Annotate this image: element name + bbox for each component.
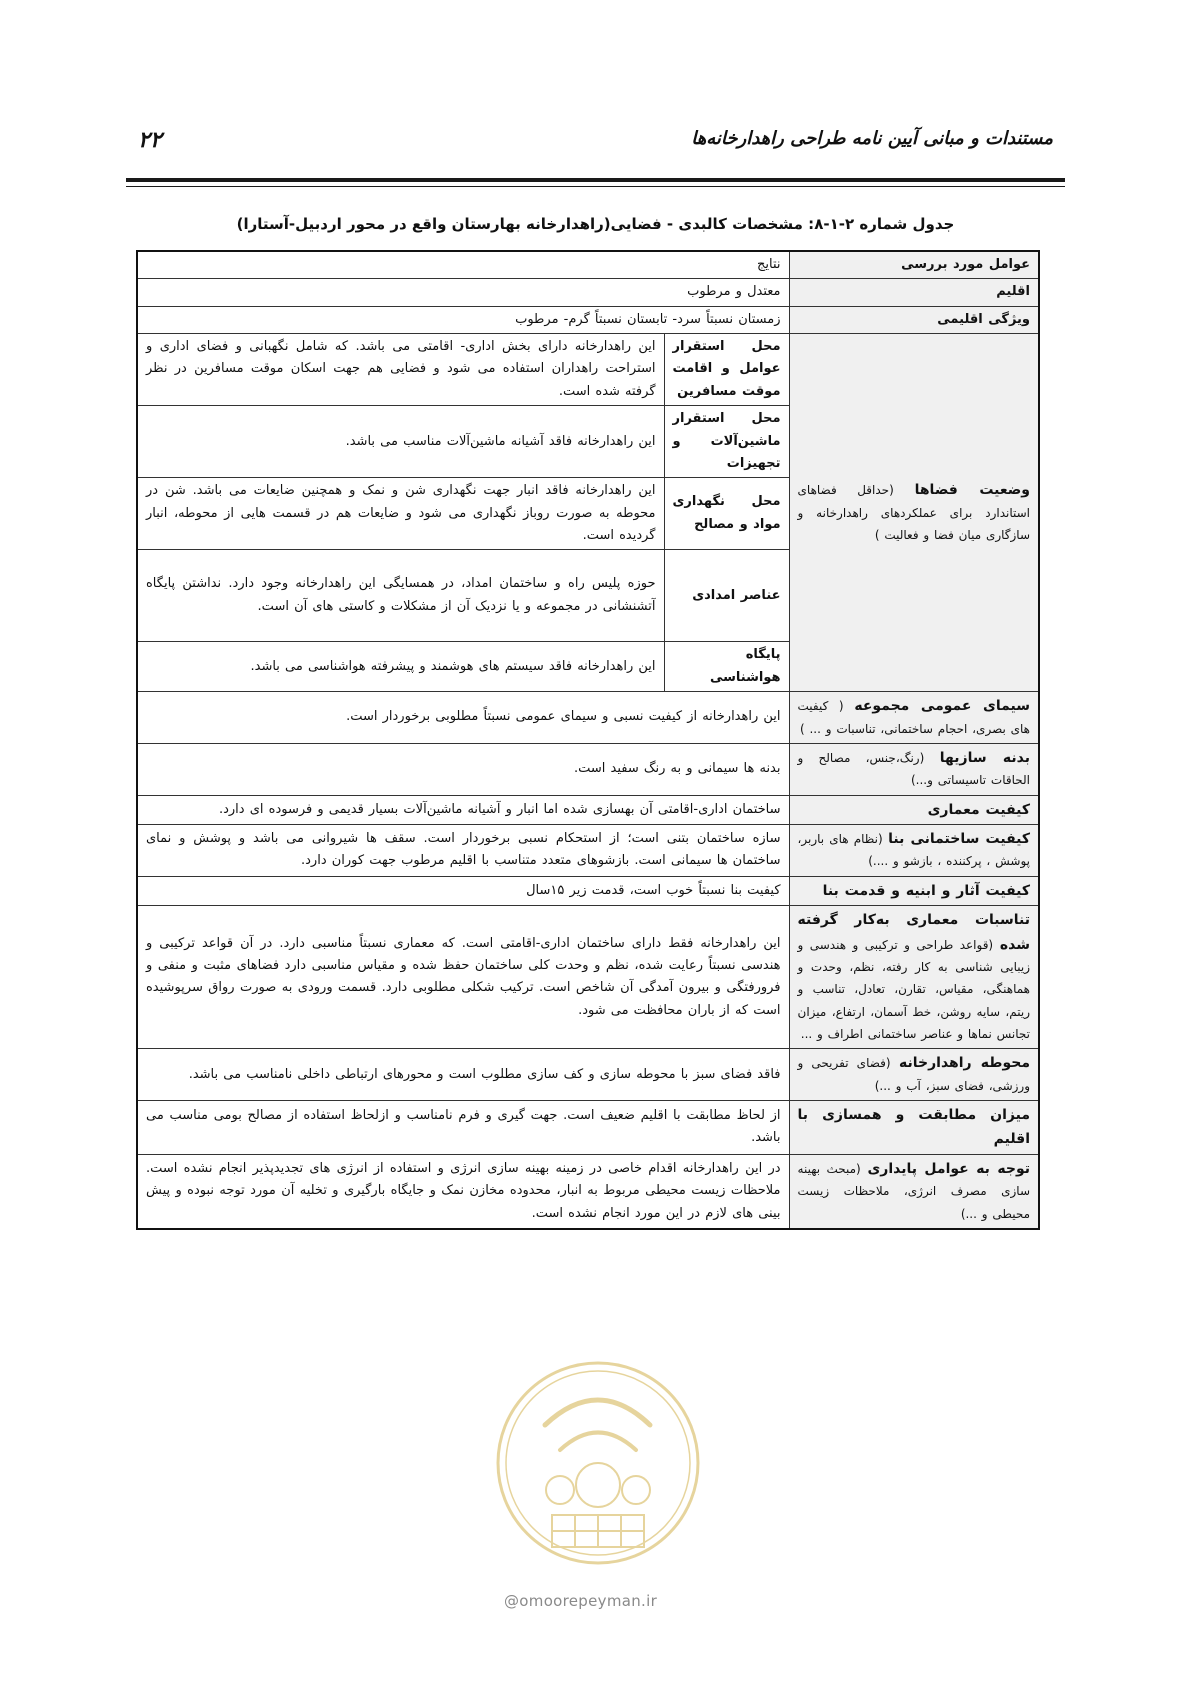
factor-title: میزان مطابقت و همسازی با اقلیم xyxy=(797,1107,1031,1148)
factor-cell xyxy=(789,1049,1039,1101)
factor-cell xyxy=(789,1154,1039,1229)
space-subfactor-value: این راهدارخانه فاقد انبار جهت نگهداری شن و نمک و همچنین ضایعات می باشد. شن در محوطه به صورت روباز نگهداری می شود و ضایعات هم در قسمت هایی از محوطه، انبار گردیده است. xyxy=(137,478,664,550)
factor-cell xyxy=(789,795,1039,824)
space-subfactor-label: پایگاه هواشناسی xyxy=(664,642,789,692)
table-header-row xyxy=(137,251,1039,279)
space-status-factor-cell xyxy=(789,334,1039,692)
table-caption: جدول شماره ۲-۱-۸: مشخصات کالبدی - فضایی(راهدارخانه بهارستان واقع در محور اردبیل-آستارا) xyxy=(236,215,955,233)
table-row xyxy=(137,744,1039,796)
table-row xyxy=(137,692,1039,744)
factor-note: ( کیفیت های بصری، احجام ساختمانی، تناسبات و ... ) xyxy=(797,699,1031,736)
table-row xyxy=(137,906,1039,1049)
factor-note: (مبحث بهینه سازی مصرف انرژی، ملاحظات زیست محیطی و ...) xyxy=(797,1161,1031,1221)
table-row xyxy=(137,876,1039,905)
header-rule-thick xyxy=(126,178,1065,182)
space-status-factor-note: (حداقل فضاهای استاندارد برای عملکردهای راهدارخانه و سازگاری میان فضا و فعالیت ) xyxy=(797,483,1031,542)
space-subfactor-value: این راهدارخانه دارای بخش اداری- اقامتی می باشد. که شامل نگهبانی و فضای اداری و استراحت راهداران استفاده می شود و فضایی هم جهت اسکان موقت مسافرین در نظر گرفته شده است. xyxy=(137,334,664,406)
factor-cell xyxy=(789,692,1039,744)
factor-title: سیمای عمومی مجموعه xyxy=(854,698,1031,715)
factor-cell xyxy=(789,744,1039,796)
climate-row xyxy=(137,279,1039,306)
factor-title: کیفیت ساختمانی بنا xyxy=(888,831,1030,848)
space-subfactor-value: حوزه پلیس راه و ساختمان امداد، در همسایگی این راهدارخانه وجود دارد. نداشتن پایگاه آتشنشانی در مجموعه و یا نزدیک آن از مشکلات و کاستی های آن است. xyxy=(137,550,664,642)
header-results-cell: نتایج xyxy=(137,251,789,279)
factor-note: (نظام های باربر، پوشش ، پرکننده ، بازشو و ....) xyxy=(797,832,1031,869)
value-cell: بدنه ها سیمانی و به رنگ سفید است. xyxy=(137,744,789,796)
space-subfactor-label: محل نگهداری مواد و مصالح xyxy=(664,478,789,550)
watermark-logo xyxy=(490,1355,705,1575)
table-row xyxy=(137,795,1039,824)
table-row xyxy=(137,1101,1039,1155)
factor-note: (رنگ،جنس، مصالح و الحاقات تاسیساتی و...) xyxy=(797,751,1031,788)
factor-cell xyxy=(789,876,1039,905)
header-factor-cell: عوامل مورد بررسی xyxy=(789,251,1039,279)
value-cell: سازه ساختمان بتنی است؛ از استحکام نسبی برخوردار است. سقف ها شیروانی می باشد و پوشش و نمای ساختمان ها سیمانی است. بازشوهای متعدد متناسب با اقلیم مرطوب جهت کوران دارد. xyxy=(137,825,789,877)
space-subfactor-label: عناصر امدادی xyxy=(664,550,789,642)
value-cell: ساختمان اداری-اقامتی آن بهسازی شده اما انبار و آشیانه ماشین‌آلات بسیار قدیمی و فرسوده ای دارد. xyxy=(137,795,789,824)
value-cell: این راهدارخانه از کیفیت نسبی و سیمای عمومی نسبتاً مطلوبی برخوردار است. xyxy=(137,692,789,744)
factor-cell xyxy=(789,1101,1039,1155)
space-subfactor-label: محل استقرار عوامل و اقامت موقت مسافرین xyxy=(664,334,789,406)
value-cell: فاقد فضای سبز با محوطه سازی و کف سازی مطلوب است و محورهای ارتباطی داخلی نامناسب می باشد. xyxy=(137,1049,789,1101)
factor-note: (فضای تفریحی و ورزشی، فضای سبز، آب و ...) xyxy=(797,1056,1031,1093)
spec-table xyxy=(136,250,1040,1230)
climate-feature-row xyxy=(137,306,1039,333)
space-subfactor-label: محل استقرار ماشین‌آلات و تجهیزات xyxy=(664,406,789,478)
factor-title: کیفیت آثار و ابنیه و قدمت بنا xyxy=(822,882,1031,899)
factor-title: بدنه سازیها xyxy=(939,750,1030,767)
climate-value-cell: معتدل و مرطوب xyxy=(137,279,789,306)
table-row xyxy=(137,1049,1039,1101)
factor-title: توجه به عوامل پایداری xyxy=(867,1160,1031,1177)
climate-feature-factor-cell: ویژگی اقلیمی xyxy=(789,306,1039,333)
space-status-row xyxy=(137,334,1039,406)
factor-title: محوطه راهدارخانه xyxy=(899,1055,1031,1072)
factor-note: (قواعد طراحی و ترکیبی و هندسی و زیبایی شناسی به کار رفته، نظم، وحدت و هماهنگی، مقیاس، تقارن، تعادل، تناسب و ریتم، سایه روشن، خط آسمان، ارتفاع، میزان تجانس نماها و عناصر ساختمانی اطراف و ... xyxy=(797,937,1031,1041)
value-cell: از لحاظ مطابقت با اقلیم ضعیف است. جهت گیری و فرم نامناسب و ازلحاظ استفاده از مصالح بومی مناسب می باشد. xyxy=(137,1101,789,1155)
header-rule-thin xyxy=(126,186,1065,187)
table-row xyxy=(137,825,1039,877)
table-row xyxy=(137,1154,1039,1229)
space-status-factor-title: وضعیت فضاها xyxy=(914,482,1031,499)
climate-feature-value-cell: زمستان نسبتاً سرد- تابستان نسبتاً گرم- مرطوب xyxy=(137,306,789,333)
watermark-url: @omoorepeyman.ir xyxy=(504,1592,658,1610)
factor-cell xyxy=(789,825,1039,877)
factor-cell xyxy=(789,906,1039,1049)
space-subfactor-value: این راهدارخانه فاقد آشیانه ماشین‌آلات مناسب می باشد. xyxy=(137,406,664,478)
factor-title: تناسبات معماری به‌کار گرفته شده xyxy=(797,912,1031,953)
value-cell: در این راهدارخانه اقدام خاصی در زمینه بهینه سازی انرژی و استفاده از انرژی های تجدیدپذیر انجام نشده است. ملاحظات زیست محیطی مربوط به انبار، محدوده مخازن نمک و جایگاه بارگیری و تخلیه آن مورد توجه نبوده و پیش بینی های لازم در این مورد انجام نشده است. xyxy=(137,1154,789,1229)
page-number: ۲۲ xyxy=(138,128,162,153)
climate-factor-cell: اقلیم xyxy=(789,279,1039,306)
space-subfactor-value: این راهدارخانه فاقد سیستم های هوشمند و پیشرفته هواشناسی می باشد. xyxy=(137,642,664,692)
value-cell: کیفیت بنا نسبتاً خوب است، قدمت زیر ۱۵سال xyxy=(137,876,789,905)
value-cell: این راهدارخانه فقط دارای ساختمان اداری-اقامتی است. که معماری نسبتاً مناسبی دارد. در آن قواعد ترکیبی و هندسی نسبتاً رعایت شده، نظم و وحدت کلی ساختمان حفظ شده و مقیاس مناسبی دارد فضاهای مثبت و منفی و فرورفتگی و بیرون آمدگی آن شاخص است. ترکیب شکلی مطلوبی دارد. قسمت ورودی به صورت رواق سرپوشیده است که از باران محافظت می شود. xyxy=(137,906,789,1049)
factor-title: کیفیت معماری xyxy=(927,801,1031,818)
running-title: مستندات و مبانی آیین نامه طراحی راهدارخانه‌ها xyxy=(691,128,1053,149)
